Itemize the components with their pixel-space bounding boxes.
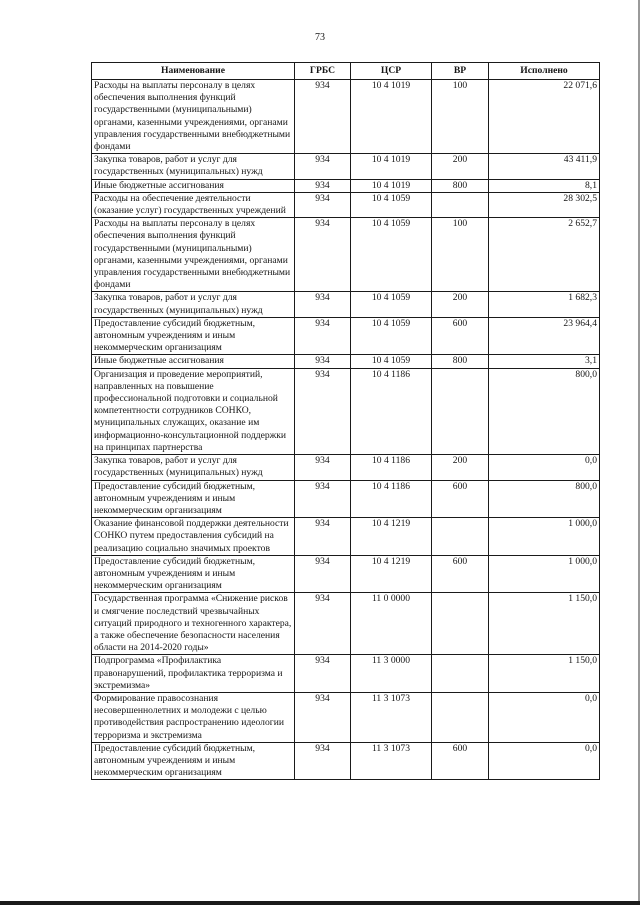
cell-name: Оказание финансовой поддержки деятельности СОНКО путем предоставления субсидий на реализацию социально значимых проектов [92, 518, 295, 556]
table-row [92, 368, 600, 454]
cell-csr: 10 4 1186 [351, 480, 432, 518]
cell-grbs: 934 [295, 742, 351, 780]
cell-csr: 11 0 0000 [351, 593, 432, 655]
cell-grbs: 934 [295, 218, 351, 292]
cell-csr: 11 3 1073 [351, 692, 432, 742]
cell-vr: 200 [432, 292, 489, 317]
cell-csr: 10 4 1059 [351, 192, 432, 217]
table-row [92, 355, 600, 368]
cell-name: Закупка товаров, работ и услуг для государственных (муниципальных) нужд [92, 455, 295, 480]
cell-executed: 23 964,4 [489, 317, 600, 355]
table-row [92, 692, 600, 742]
cell-name: Формирование правосознания несовершеннолетних и молодежи с целью противодействия распространению идеологии терроризма и экстремизма [92, 692, 295, 742]
cell-vr: 600 [432, 555, 489, 593]
table-row [92, 742, 600, 780]
cell-executed: 800,0 [489, 368, 600, 454]
cell-grbs: 934 [295, 154, 351, 179]
cell-executed: 0,0 [489, 692, 600, 742]
cell-name: Иные бюджетные ассигнования [92, 179, 295, 192]
cell-name: Организация и проведение мероприятий, направленных на повышение профессиональной подготовки и социальной компетентности сотрудников СОНКО, муниципальных служащих, оказание им информационно-консультационной поддержки на принципах партнерства [92, 368, 295, 454]
cell-grbs: 934 [295, 355, 351, 368]
cell-csr: 10 4 1186 [351, 455, 432, 480]
header-csr: ЦСР [351, 63, 432, 80]
cell-grbs: 934 [295, 179, 351, 192]
cell-name: Расходы на выплаты персоналу в целях обеспечения выполнения функций государственными (муниципальными) органами, казенными учреждениями, органами управления государственными внебюджетными фондами [92, 218, 295, 292]
cell-grbs: 934 [295, 80, 351, 154]
cell-csr: 10 4 1019 [351, 179, 432, 192]
cell-grbs: 934 [295, 480, 351, 518]
cell-csr: 10 4 1019 [351, 154, 432, 179]
table-row [92, 455, 600, 480]
cell-executed: 1 000,0 [489, 555, 600, 593]
cell-csr: 10 4 1219 [351, 518, 432, 556]
cell-grbs: 934 [295, 455, 351, 480]
cell-vr [432, 192, 489, 217]
cell-vr [432, 593, 489, 655]
cell-grbs: 934 [295, 555, 351, 593]
cell-executed: 22 071,6 [489, 80, 600, 154]
cell-name: Государственная программа «Снижение рисков и смягчение последствий чрезвычайных ситуаций природного и техногенного характера, а также обеспечение безопасности населения области на 2014-2020 годы» [92, 593, 295, 655]
cell-vr [432, 692, 489, 742]
cell-vr: 600 [432, 480, 489, 518]
cell-name: Предоставление субсидий бюджетным, автономным учреждениям и иным некоммерческим организациям [92, 317, 295, 355]
table-header-row [92, 63, 600, 80]
cell-csr: 10 4 1019 [351, 80, 432, 154]
cell-csr: 10 4 1186 [351, 368, 432, 454]
header-name: Наименование [92, 63, 295, 80]
cell-executed: 1 682,3 [489, 292, 600, 317]
cell-grbs: 934 [295, 518, 351, 556]
cell-csr: 10 4 1219 [351, 555, 432, 593]
cell-name: Закупка товаров, работ и услуг для государственных (муниципальных) нужд [92, 292, 295, 317]
table-row [92, 317, 600, 355]
table-row [92, 518, 600, 556]
cell-executed: 0,0 [489, 455, 600, 480]
cell-executed: 1 150,0 [489, 655, 600, 693]
page-number: 73 [315, 32, 325, 43]
cell-vr: 800 [432, 179, 489, 192]
scan-bottom-border [0, 901, 640, 905]
cell-name: Иные бюджетные ассигнования [92, 355, 295, 368]
cell-executed: 800,0 [489, 480, 600, 518]
cell-csr: 10 4 1059 [351, 292, 432, 317]
cell-vr [432, 655, 489, 693]
cell-vr [432, 368, 489, 454]
cell-executed: 1 000,0 [489, 518, 600, 556]
cell-grbs: 934 [295, 317, 351, 355]
cell-csr: 10 4 1059 [351, 218, 432, 292]
cell-executed: 43 411,9 [489, 154, 600, 179]
table-row [92, 192, 600, 217]
cell-name: Предоставление субсидий бюджетным, автономным учреждениям и иным некоммерческим организациям [92, 555, 295, 593]
table-row [92, 655, 600, 693]
cell-executed: 0,0 [489, 742, 600, 780]
table-row [92, 154, 600, 179]
table-row [92, 80, 600, 154]
cell-csr: 10 4 1059 [351, 317, 432, 355]
table-row [92, 292, 600, 317]
cell-vr: 200 [432, 455, 489, 480]
cell-executed: 8,1 [489, 179, 600, 192]
cell-vr: 100 [432, 80, 489, 154]
header-grbs: ГРБС [295, 63, 351, 80]
cell-csr: 11 3 1073 [351, 742, 432, 780]
cell-grbs: 934 [295, 593, 351, 655]
cell-vr: 600 [432, 742, 489, 780]
budget-execution-table [91, 62, 600, 780]
cell-name: Предоставление субсидий бюджетным, автономным учреждениям и иным некоммерческим организациям [92, 742, 295, 780]
table-row [92, 218, 600, 292]
cell-grbs: 934 [295, 192, 351, 217]
table-row [92, 179, 600, 192]
cell-grbs: 934 [295, 368, 351, 454]
cell-vr: 200 [432, 154, 489, 179]
cell-vr [432, 518, 489, 556]
cell-vr: 600 [432, 317, 489, 355]
cell-name: Предоставление субсидий бюджетным, автономным учреждениям и иным некоммерческим организациям [92, 480, 295, 518]
cell-csr: 11 3 0000 [351, 655, 432, 693]
table-row [92, 480, 600, 518]
cell-name: Расходы на выплаты персоналу в целях обеспечения выполнения функций государственными (муниципальными) органами, казенными учреждениями, органами управления государственными внебюджетными фондами [92, 80, 295, 154]
table-body [92, 80, 600, 780]
cell-grbs: 934 [295, 692, 351, 742]
header-vr: ВР [432, 63, 489, 80]
cell-vr: 100 [432, 218, 489, 292]
cell-executed: 3,1 [489, 355, 600, 368]
header-executed: Исполнено [489, 63, 600, 80]
cell-vr: 800 [432, 355, 489, 368]
cell-grbs: 934 [295, 655, 351, 693]
cell-csr: 10 4 1059 [351, 355, 432, 368]
cell-executed: 1 150,0 [489, 593, 600, 655]
cell-executed: 28 302,5 [489, 192, 600, 217]
cell-name: Закупка товаров, работ и услуг для государственных (муниципальных) нужд [92, 154, 295, 179]
cell-name: Расходы на обеспечение деятельности (оказание услуг) государственных учреждений [92, 192, 295, 217]
table-row [92, 593, 600, 655]
cell-executed: 2 652,7 [489, 218, 600, 292]
cell-grbs: 934 [295, 292, 351, 317]
cell-name: Подпрограмма «Профилактика правонарушений, профилактика терроризма и экстремизма» [92, 655, 295, 693]
table-row [92, 555, 600, 593]
